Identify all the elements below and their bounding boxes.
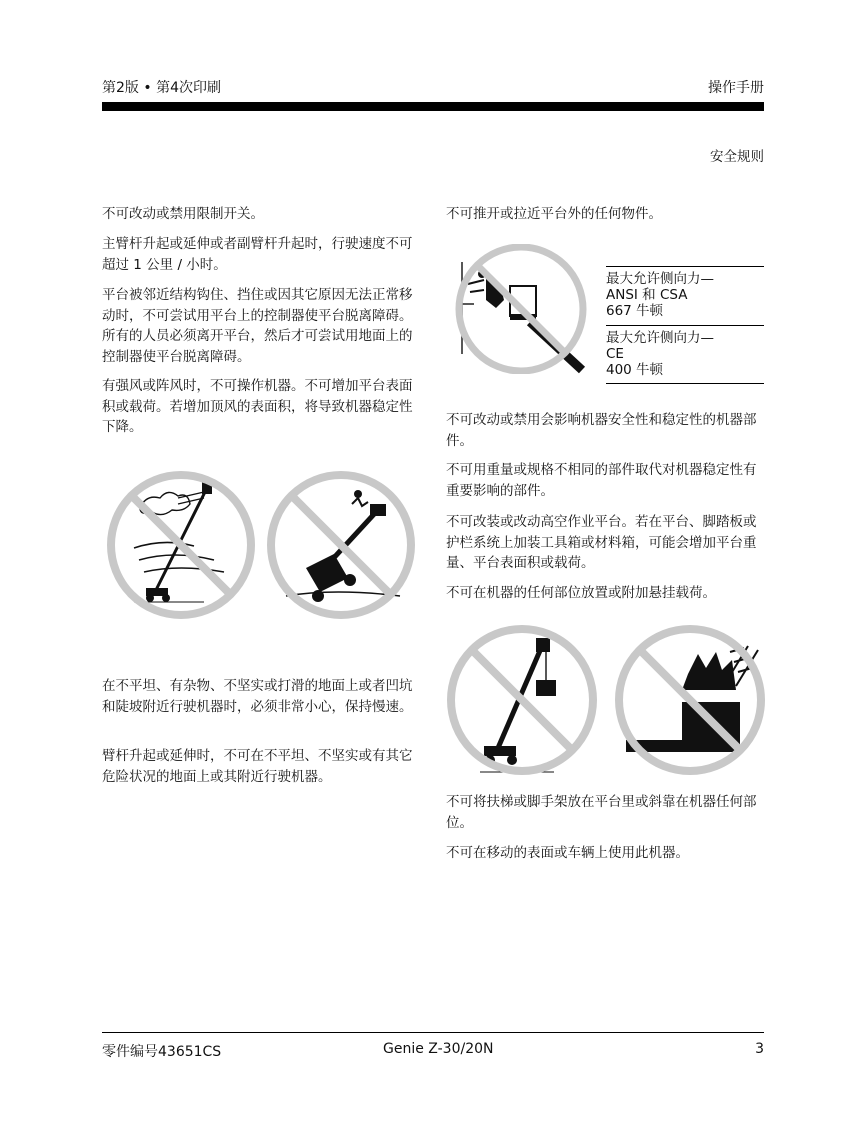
hanging-load (536, 680, 556, 696)
rule-suspended-load: 不可在机器的任何部位放置或附加悬挂载荷。 (446, 585, 716, 601)
tools-pile (682, 652, 736, 690)
no-suspended-load-illustration (444, 622, 600, 778)
spec-top-rule (606, 266, 764, 267)
rule-uneven-ground: 在不平坦、有杂物、不坚实或打滑的地面上或者凹坑和陡坡附近行驶机器时，必须非常小心，保持慢速。 (102, 678, 413, 715)
side-force-spec-ce (606, 327, 764, 384)
section-title: 安全规则 (710, 149, 764, 165)
footer-page-number: 3 (755, 1041, 764, 1057)
spec-title: 最大允许侧向力— (606, 330, 714, 346)
footer-part-number: 零件编号43651CS (102, 1044, 222, 1060)
spec-standard: ANSI 和 CSA (606, 287, 688, 303)
platform (536, 638, 550, 652)
rule-platform-obstruction: 平台被邻近结构钩住、挡住或因其它原因无法正常移动时，不可尝试用平台上的控制器使平台脱离障碍。所有的人员必须离开平台，然后才可尝试用地面上的控制器使平台脱离障碍。 (102, 287, 413, 365)
rule-ladder-scaffold: 不可将扶梯或脚手架放在平台里或斜靠在机器任何部位。 (446, 794, 757, 831)
slope-ground (286, 592, 400, 596)
spec-value: 667 牛顿 (606, 303, 664, 319)
no-wind-operation-illustration (104, 468, 258, 622)
rule-replacement-parts: 不可用重量或规格不相同的部件取代对机器稳定性有重要影响的部件。 (446, 462, 757, 499)
machine-base (484, 746, 516, 756)
rule-modification: 不可改装或改动高空作业平台。若在平台、脚踏板或护栏系统上加装工具箱或材料箱，可能会增加平台重量、平台表面积或载荷。 (446, 514, 757, 571)
falling-worker (354, 490, 362, 498)
no-ladder-scaffold-illustration (612, 622, 768, 778)
spec-value: 400 牛顿 (606, 362, 664, 378)
no-side-force-illustration (446, 244, 596, 374)
spec-standard: CE (606, 346, 624, 362)
tipping-machine (306, 554, 348, 592)
rule-safety-components: 不可改动或禁用会影响机器安全性和稳定性的机器部件。 (446, 412, 757, 449)
rule-boom-raised-drive: 臂杆升起或延伸时，不可在不平坦、不坚实或有其它危险状况的地面上或其附近行驶机器。 (102, 748, 413, 785)
spec-title: 最大允许侧向力— (606, 271, 714, 287)
header-edition: 第2版 • 第4次印刷 (102, 80, 221, 96)
side-force-spec-ansi (606, 268, 764, 325)
rule-moving-surface: 不可在移动的表面或车辆上使用此机器。 (446, 845, 689, 861)
header-manual-title: 操作手册 (708, 80, 764, 96)
footer-model: Genie Z-30/20N (383, 1041, 494, 1057)
header-rule (102, 102, 764, 111)
footer-rule (102, 1032, 764, 1033)
platform (370, 504, 386, 516)
spec-bottom-rule (606, 383, 764, 384)
rule-limit-switch: 不可改动或禁用限制开关。 (102, 206, 264, 222)
rule-wind: 有强风或阵风时，不可操作机器。不可增加平台表面积或载荷。若增加顶风的表面积，将导致机器稳定性下降。 (102, 378, 413, 435)
rule-drive-speed: 主臂杆升起或延伸或者副臂杆升起时，行驶速度不可超过 1 公里 / 小时。 (102, 236, 413, 273)
spec-middle-rule (606, 325, 764, 326)
rule-push-pull: 不可推开或拉近平台外的任何物件。 (446, 206, 662, 222)
no-slope-drive-illustration (264, 468, 418, 622)
